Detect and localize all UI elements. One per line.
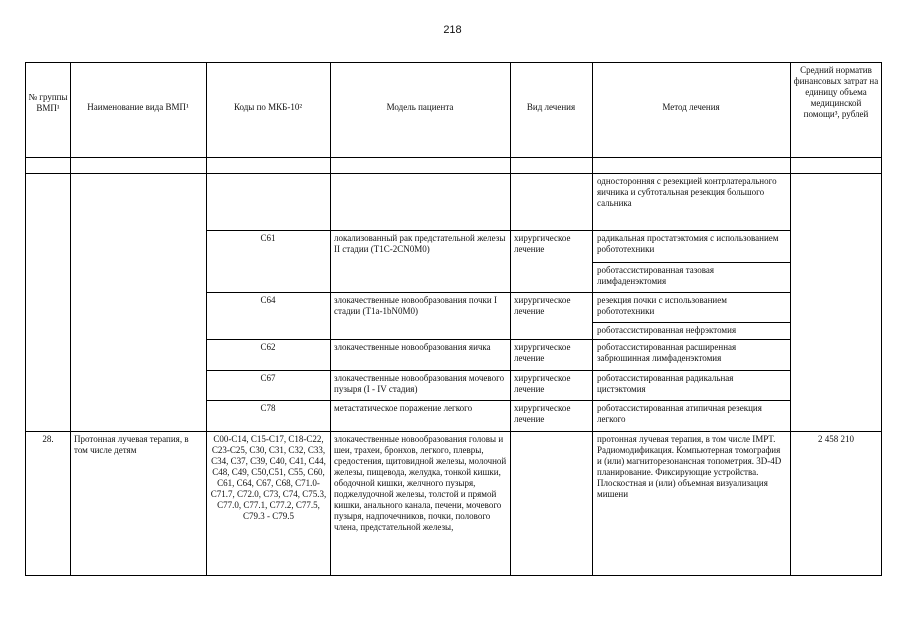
header-treatment: Вид лечения — [526, 102, 576, 112]
model-cell: локализованный рак предстательной железы II стадии (T1C-2CN0M0) — [334, 233, 506, 254]
treatment-cell: хирургическое лечение — [514, 342, 571, 363]
code-cell: C64 — [260, 295, 276, 305]
treatment-cell: хирургическое лечение — [514, 373, 571, 394]
cost-cell: 2 458 210 — [818, 434, 854, 444]
header-group: № группы ВМП¹ — [28, 92, 68, 113]
header-model: Модель пациента — [386, 102, 454, 112]
method-cell: радикальная простатэктомия с использованием робототехники — [597, 233, 779, 254]
vmp-name: Протонная лучевая терапия, в том числе детям — [74, 434, 189, 455]
treatment-cell: хирургическое лечение — [514, 233, 571, 254]
page-number: 218 — [443, 24, 462, 36]
model-cell: злокачественные новообразования мочевого пузыря (I - IV стадия) — [334, 373, 505, 394]
code-cell: C00-C14, C15-C17, C18-C22, C23-C25, C30, C31, C32, C33, C34, C37, C39, C40, C41, C44, C48, C49, C50,C51, C55, C60, C61, C64, C67, C68, C71.0-C71.7, C72.0, C73, C74, C75.3, C77.0, C77.1, C77.2, C77.5, C79.3 - C79.5 — [210, 434, 327, 521]
method-cell: роботассистированная радикальная цистэктомия — [597, 373, 734, 394]
model-cell: злокачественные новообразования головы и шеи, трахеи, бронхов, легкого, плевры, средостения, щитовидной железы, молочной железы, пищевода, желудка, тонкой кишки, ободочной кишки, желчного пузыря, поджелудочной железы, толстой и прямой кишки, анального канала, печени, мочевого пузыря, надпочечников, почки, полового члена, предстательной железы, — [334, 434, 507, 532]
code-cell: C61 — [260, 233, 276, 243]
header-codes: Коды по МКБ-10² — [233, 102, 303, 112]
code-cell: C62 — [260, 342, 276, 352]
model-cell: метастатическое поражение легкого — [334, 403, 473, 413]
code-cell: C78 — [260, 403, 276, 413]
header-cost: Средний норматив финансовых затрат на единицу объема медицинской помощи³, рублей — [793, 65, 879, 119]
code-cell: C67 — [260, 373, 276, 383]
method-cell: роботассистированная тазовая лимфаденэктомия — [597, 265, 714, 286]
header-method: Метод лечения — [662, 102, 720, 112]
model-cell: злокачественные новообразования почки I стадии (T1a-1bN0M0) — [334, 295, 497, 316]
model-cell: злокачественные новообразования яичка — [334, 342, 491, 352]
treatment-cell: хирургическое лечение — [514, 295, 571, 316]
method-cell: односторонняя с резекцией контрлатерального яичника и субтотальная резекция большого сальника — [597, 176, 777, 208]
method-cell: роботассистированная нефрэктомия — [597, 325, 737, 335]
header-name: Наименование вида ВМП¹ — [87, 102, 189, 112]
group-number: 28. — [42, 434, 54, 444]
method-cell: роботассистированная атипичная резекция легкого — [597, 403, 762, 424]
method-cell: протонная лучевая терапия, в том числе IMPT. Радиомодификация. Компьютерная томография и (или) магниторезонансная топометрия. 3D-4D планирование. Фиксирующие устройства. Плоскостная и (или) объемная визуализация мишени — [597, 434, 782, 499]
method-cell: роботассистированная расширенная забрюшинная лимфаденэктомия — [597, 342, 737, 363]
method-cell: резекция почки с использованием робототехники — [597, 295, 727, 316]
treatment-cell: хирургическое лечение — [514, 403, 571, 424]
